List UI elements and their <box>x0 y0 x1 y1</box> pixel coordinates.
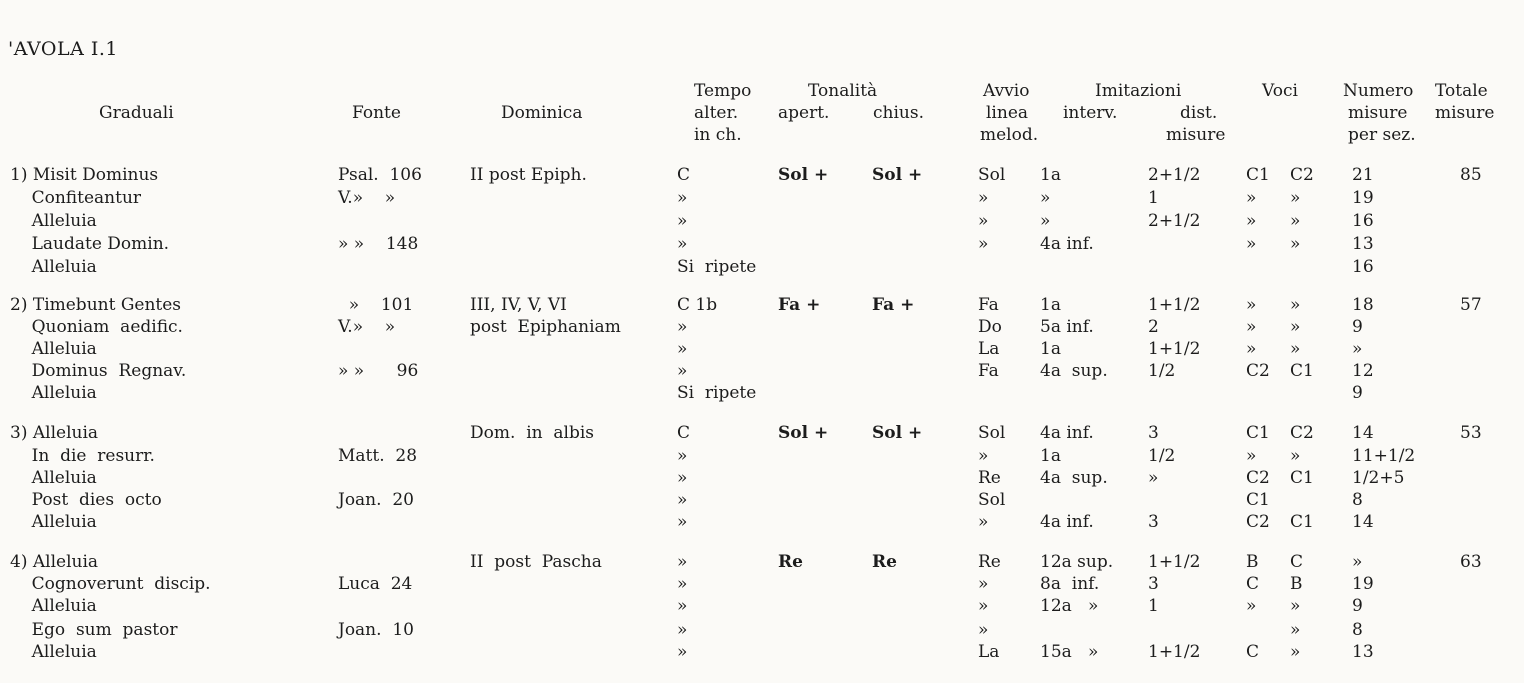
header-avvio-3: melod. <box>980 125 1039 145</box>
cell-interv: 1a <box>1040 446 1061 466</box>
cell-tempo: » <box>677 620 688 640</box>
cell-tempo: » <box>677 361 688 381</box>
cell-fonte: Matt. 28 <box>338 446 418 466</box>
cell-tempo: » <box>677 468 688 488</box>
cell-voce-1: » <box>1246 596 1257 616</box>
cell-dist: 1 <box>1148 188 1159 208</box>
cell-tempo: » <box>677 512 688 532</box>
cell-graduale: Alleluia <box>10 211 97 231</box>
cell-graduale: Cognoverunt discip. <box>10 574 211 594</box>
cell-voce-2: » <box>1290 211 1301 231</box>
header-tempo-3: in ch. <box>694 125 742 145</box>
cell-avvio: » <box>978 211 989 231</box>
cell-numero: » <box>1352 552 1363 572</box>
cell-graduale: 3) Alleluia <box>10 423 99 443</box>
cell-avvio: » <box>978 234 989 254</box>
header-graduali: Graduali <box>99 103 174 123</box>
cell-avvio: » <box>978 188 989 208</box>
cell-tempo: » <box>677 552 688 572</box>
cell-voce-2: » <box>1290 642 1301 662</box>
cell-numero: 14 <box>1352 512 1374 532</box>
cell-numero: 1/2+5 <box>1352 468 1405 488</box>
cell-avvio: Sol <box>978 165 1006 185</box>
cell-tempo: » <box>677 339 688 359</box>
cell-chius: Sol + <box>872 423 923 443</box>
cell-graduale: 4) Alleluia <box>10 552 99 572</box>
cell-dominica: post Epiphaniam <box>470 317 621 337</box>
cell-voce-2: C1 <box>1290 468 1314 488</box>
cell-voce-1: C1 <box>1246 490 1270 510</box>
cell-fonte: Joan. 20 <box>338 490 414 510</box>
cell-voce-1: » <box>1246 188 1257 208</box>
cell-fonte: Luca 24 <box>338 574 413 594</box>
cell-voce-1: C2 <box>1246 361 1270 381</box>
cell-voce-2: » <box>1290 317 1301 337</box>
cell-dist: 1+1/2 <box>1148 339 1201 359</box>
cell-dist: 1 <box>1148 596 1159 616</box>
cell-numero: 16 <box>1352 257 1374 277</box>
cell-chius: Sol + <box>872 165 923 185</box>
cell-voce-2: C1 <box>1290 512 1314 532</box>
cell-voce-1: » <box>1246 211 1257 231</box>
cell-numero: 14 <box>1352 423 1374 443</box>
cell-interv: 1a <box>1040 295 1061 315</box>
cell-voce-2: » <box>1290 446 1301 466</box>
cell-dist: 1/2 <box>1148 446 1176 466</box>
cell-voce-1: C2 <box>1246 468 1270 488</box>
cell-apert: Sol + <box>778 165 829 185</box>
cell-interv: 4a sup. <box>1040 361 1108 381</box>
header-avvio-2: linea <box>986 103 1029 123</box>
cell-tempo: » <box>677 188 688 208</box>
cell-numero: 21 <box>1352 165 1374 185</box>
cell-interv: » <box>1040 188 1051 208</box>
cell-dist: 1+1/2 <box>1148 642 1201 662</box>
cell-interv: 15a » <box>1040 642 1099 662</box>
cell-interv: 4a inf. <box>1040 234 1094 254</box>
cell-graduale: Alleluia <box>10 642 97 662</box>
cell-voce-1: C <box>1246 642 1260 662</box>
cell-graduale: 1) Misit Dominus <box>10 165 159 185</box>
cell-dominica: Dom. in albis <box>470 423 595 443</box>
header-voci: Voci <box>1262 81 1298 101</box>
cell-avvio: Fa <box>978 361 999 381</box>
cell-voce-1: » <box>1246 446 1257 466</box>
cell-interv: 1a <box>1040 339 1061 359</box>
header-avvio-1: Avvio <box>983 81 1030 101</box>
cell-apert: Fa + <box>778 295 821 315</box>
cell-avvio: La <box>978 642 1000 662</box>
cell-graduale: Alleluia <box>10 512 97 532</box>
cell-graduale: Laudate Domin. <box>10 234 170 254</box>
cell-dominica: III, IV, V, VI <box>470 295 567 315</box>
cell-voce-2: » <box>1290 339 1301 359</box>
cell-graduale: Ego sum pastor <box>10 620 178 640</box>
cell-chius: Re <box>872 552 897 572</box>
cell-voce-2: B <box>1290 574 1303 594</box>
cell-dist: » <box>1148 468 1159 488</box>
cell-interv: 12a sup. <box>1040 552 1114 572</box>
cell-numero: 12 <box>1352 361 1374 381</box>
cell-numero: » <box>1352 339 1363 359</box>
cell-tempo: » <box>677 234 688 254</box>
cell-fonte: Joan. 10 <box>338 620 414 640</box>
cell-numero: 9 <box>1352 596 1363 616</box>
cell-numero: 11+1/2 <box>1352 446 1416 466</box>
cell-graduale: 2) Timebunt Gentes <box>10 295 182 315</box>
cell-fonte: » » 96 <box>338 361 419 381</box>
cell-numero: 13 <box>1352 642 1374 662</box>
cell-avvio: Re <box>978 552 1001 572</box>
cell-graduale: Confiteantur <box>10 188 142 208</box>
cell-interv: 4a inf. <box>1040 423 1094 443</box>
cell-voce-2: C2 <box>1290 423 1314 443</box>
cell-voce-1: C1 <box>1246 165 1270 185</box>
header-chius: chius. <box>873 103 924 123</box>
cell-voce-1: » <box>1246 339 1257 359</box>
cell-apert: Sol + <box>778 423 829 443</box>
header-numero-2: misure <box>1348 103 1408 123</box>
header-fonte: Fonte <box>352 103 401 123</box>
cell-dist: 3 <box>1148 512 1159 532</box>
cell-voce-1: C <box>1246 574 1260 594</box>
cell-dist: 3 <box>1148 423 1159 443</box>
cell-interv: 8a inf. <box>1040 574 1100 594</box>
header-totale-2: misure <box>1435 103 1495 123</box>
cell-avvio: » <box>978 574 989 594</box>
cell-fonte: » » 148 <box>338 234 419 254</box>
cell-graduale: In die resurr. <box>10 446 155 466</box>
cell-numero: 18 <box>1352 295 1374 315</box>
cell-numero: 9 <box>1352 317 1363 337</box>
cell-tempo: C <box>677 423 691 443</box>
cell-totale: 57 <box>1460 295 1482 315</box>
cell-graduale: Dominus Regnav. <box>10 361 187 381</box>
header-tonalita: Tonalità <box>808 81 878 101</box>
cell-tempo: C <box>677 165 691 185</box>
cell-totale: 85 <box>1460 165 1482 185</box>
cell-dist: 2+1/2 <box>1148 211 1201 231</box>
cell-chius: Fa + <box>872 295 915 315</box>
header-imitazioni: Imitazioni <box>1095 81 1182 101</box>
cell-fonte: » 101 <box>338 295 414 315</box>
cell-avvio: » <box>978 446 989 466</box>
cell-tempo: » <box>677 490 688 510</box>
cell-tempo: C 1b <box>677 295 718 315</box>
cell-avvio: Re <box>978 468 1001 488</box>
cell-numero: 9 <box>1352 383 1363 403</box>
cell-tempo: » <box>677 317 688 337</box>
cell-dist: 2 <box>1148 317 1159 337</box>
cell-dist: 1+1/2 <box>1148 295 1201 315</box>
cell-graduale: Alleluia <box>10 596 97 616</box>
header-numero-3: per sez. <box>1348 125 1416 145</box>
cell-dist: 2+1/2 <box>1148 165 1201 185</box>
cell-graduale: Alleluia <box>10 468 97 488</box>
header-numero-1: Numero <box>1343 81 1414 101</box>
cell-dist: 1+1/2 <box>1148 552 1201 572</box>
cell-voce-2: » <box>1290 295 1301 315</box>
cell-dist: 1/2 <box>1148 361 1176 381</box>
cell-interv: 4a inf. <box>1040 512 1094 532</box>
cell-voce-1: C2 <box>1246 512 1270 532</box>
cell-dist: 3 <box>1148 574 1159 594</box>
cell-interv: » <box>1040 211 1051 231</box>
header-totale-1: Totale <box>1435 81 1488 101</box>
cell-voce-1: B <box>1246 552 1259 572</box>
cell-graduale: Alleluia <box>10 339 97 359</box>
cell-totale: 53 <box>1460 423 1482 443</box>
cell-graduale: Alleluia <box>10 257 97 277</box>
cell-tempo: » <box>677 574 688 594</box>
cell-numero: 19 <box>1352 188 1374 208</box>
cell-dominica: II post Pascha <box>470 552 602 572</box>
cell-tempo: » <box>677 446 688 466</box>
cell-voce-1: C1 <box>1246 423 1270 443</box>
cell-voce-2: » <box>1290 188 1301 208</box>
header-tempo-1: Tempo <box>694 81 752 101</box>
header-dominica: Dominica <box>501 103 583 123</box>
cell-fonte: V.» » <box>338 317 396 337</box>
cell-voce-1: » <box>1246 234 1257 254</box>
cell-voce-2: C <box>1290 552 1304 572</box>
cell-voce-2: C2 <box>1290 165 1314 185</box>
cell-interv: 12a » <box>1040 596 1099 616</box>
cell-avvio: Fa <box>978 295 999 315</box>
header-interv: interv. <box>1063 103 1118 123</box>
cell-interv: 5a inf. <box>1040 317 1094 337</box>
cell-voce-2: C1 <box>1290 361 1314 381</box>
cell-voce-2: » <box>1290 596 1301 616</box>
cell-numero: 8 <box>1352 490 1363 510</box>
cell-apert: Re <box>778 552 803 572</box>
table-title: 'AVOLA I.1 <box>8 38 118 60</box>
cell-graduale: Post dies octo <box>10 490 162 510</box>
cell-tempo: » <box>677 642 688 662</box>
header-dist: dist. <box>1180 103 1218 123</box>
cell-totale: 63 <box>1460 552 1482 572</box>
cell-avvio: Do <box>978 317 1002 337</box>
cell-avvio: » <box>978 596 989 616</box>
cell-interv: 4a sup. <box>1040 468 1108 488</box>
cell-voce-1: » <box>1246 317 1257 337</box>
cell-numero: 19 <box>1352 574 1374 594</box>
cell-numero: 16 <box>1352 211 1374 231</box>
cell-voce-2: » <box>1290 620 1301 640</box>
cell-voce-2: » <box>1290 234 1301 254</box>
cell-avvio: Sol <box>978 490 1006 510</box>
cell-graduale: Alleluia <box>10 383 97 403</box>
header-apert: apert. <box>778 103 830 123</box>
cell-tempo: Si ripete <box>677 257 757 277</box>
cell-avvio: » <box>978 512 989 532</box>
cell-tempo: Si ripete <box>677 383 757 403</box>
cell-tempo: » <box>677 596 688 616</box>
cell-tempo: » <box>677 211 688 231</box>
cell-numero: 8 <box>1352 620 1363 640</box>
cell-avvio: » <box>978 620 989 640</box>
cell-fonte: Psal. 106 <box>338 165 422 185</box>
cell-numero: 13 <box>1352 234 1374 254</box>
header-tempo-2: alter. <box>694 103 739 123</box>
cell-fonte: V.» » <box>338 188 396 208</box>
cell-interv: 1a <box>1040 165 1061 185</box>
header-misure-dist: misure <box>1166 125 1226 145</box>
cell-voce-1: » <box>1246 295 1257 315</box>
cell-dominica: II post Epiph. <box>470 165 587 185</box>
cell-avvio: La <box>978 339 1000 359</box>
cell-avvio: Sol <box>978 423 1006 443</box>
cell-graduale: Quoniam aedific. <box>10 317 183 337</box>
